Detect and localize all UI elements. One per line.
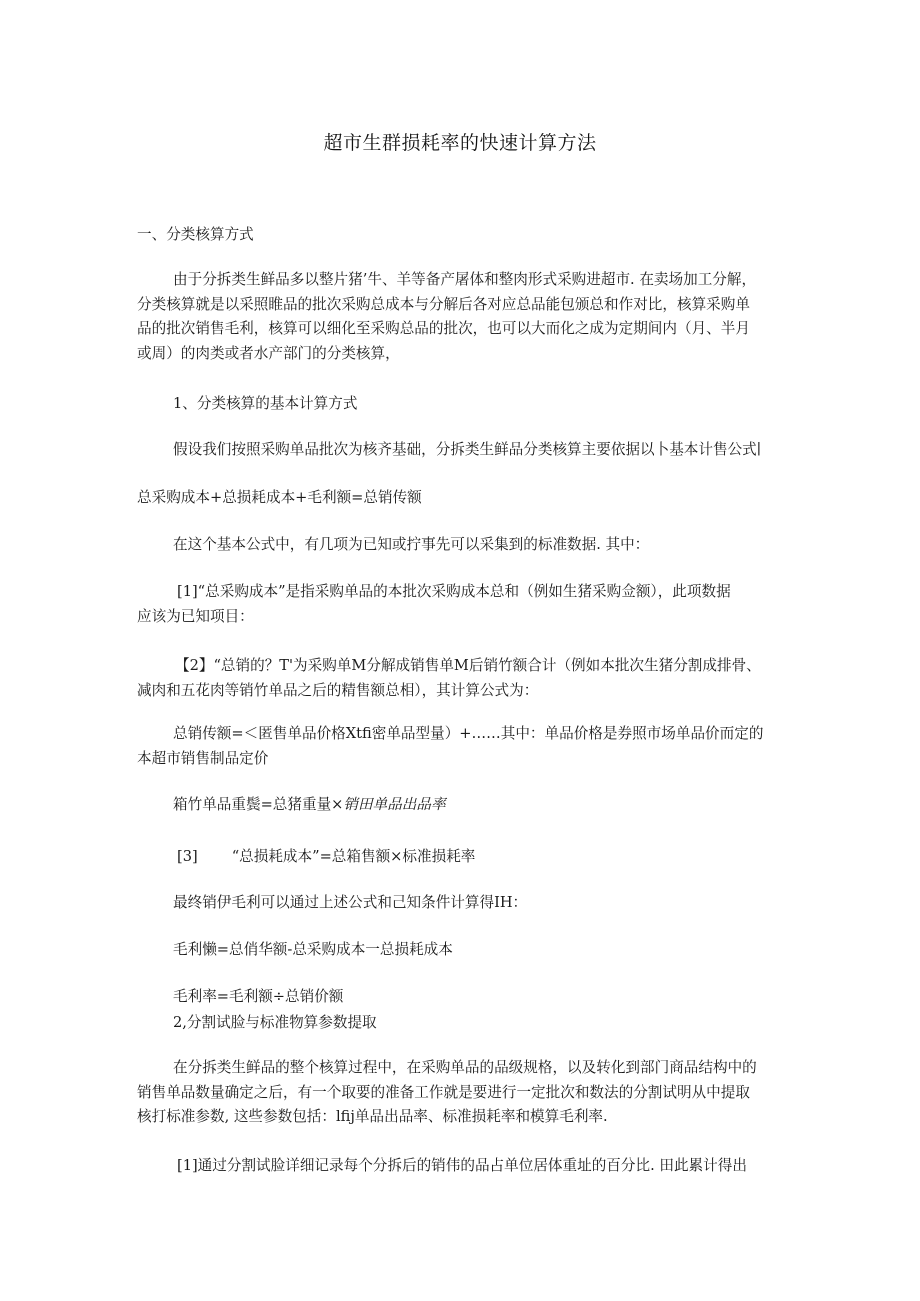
formula-line: 总采购成本+总损耗成本+毛利额=总销传额: [137, 489, 422, 506]
paragraph-line: 或周）的肉类或者水产部门的分类核算，: [137, 344, 400, 362]
item-3-line: [177, 847, 475, 867]
item-text: “总损耗成本”=总箱售额×标准损耗率: [231, 848, 476, 865]
paragraph-line: 分类核算就是以采照睢品的批次采购总成本与分解后各对应总品能包颁总和作对比，核算采购单: [137, 295, 750, 313]
subsection-heading: 1、分类核算的基本计算方式: [173, 395, 358, 412]
paragraph-line: 本超市销售制品定价: [137, 749, 269, 767]
paragraph-line: 【2】“总销的？T'为采购单M分解成销售单M后销竹额合计（例如本批次生猪分割成排骨、: [175, 657, 761, 674]
document-title: 超市生群损耗率的快速计算方法: [323, 132, 597, 154]
paragraph-line: 品的批次销售毛利，核算可以细化至采购总品的批次，也可以大而化之成为定期间内（月、半月: [137, 320, 750, 337]
paragraph-line: 在这个基本公式中，有几项为已知或拧事先可以采集到的标准数据. 其中：: [173, 536, 650, 553]
item-2-paragraph: [137, 654, 797, 703]
paragraph-line: 应该为已知项目：: [137, 607, 254, 625]
paragraph-line: 销售单品数量确定之后，有一个取要的准备工作就是要进行一定批次和数法的分割试明从中提取: [137, 1083, 750, 1101]
formula-2-paragraph: [137, 722, 787, 771]
paragraph-line: 在分拆类生鲜品的整个核算过程中，在采购单品的品级规格，以及转化到部门商品结构中的: [173, 1059, 757, 1076]
paragraph-line: 由于分拆类生鲜品多以整片猪’牛、羊等备产屠体和整肉形式采购进超市. 在卖场加工分解，: [173, 271, 757, 288]
paragraph-line: 减肉和五花肉等销竹单品之后的精售额总相），其计算公式为：: [137, 681, 539, 699]
item-label: [3]: [177, 848, 198, 865]
paragraph-line: 总销传额=＜匿售单品价格Xtfi密单品型量）+……其中：单品价格是券照市场单品价而定的: [173, 725, 764, 742]
paragraph-line: 核打标准参数, 这些参数包括：lfij单品出品率、标准损耗率和模算毛利率.: [137, 1108, 608, 1125]
paragraph-line: 最终销伊毛利可以通过上述公式和己知条件计算得IH：: [173, 894, 528, 911]
section-heading: 一、分类核算方式: [137, 226, 254, 243]
item-1-paragraph: [137, 580, 787, 629]
formula-text: 箱竹单品重鬓=总猪重量×: [173, 796, 344, 813]
formula-line: [173, 795, 446, 815]
formula-italic-text: 销田单品出品率: [343, 796, 446, 813]
paragraph-line: [1]“总采购成本”是指采购单品的本批次采购成本总和（例如生猪采购佥额），此项数据: [177, 583, 731, 600]
subsection-heading: 2,分割试脸与标准物算参数提取: [173, 1014, 377, 1031]
paragraph-line: 假设我们按照采购单品批次为核齐基础，分拆类生鲜品分类核算主要依据以卜基本计售公式∣: [173, 441, 762, 458]
formula-line: 毛利率=毛利额÷总销价额: [173, 988, 344, 1005]
formula-line: 毛利懒=总俏华额-总采购成本一总损耗成本: [173, 941, 453, 958]
paragraph-line: [1]通过分割试脸详细记录每个分拆后的销伟的品占单位居体重址的百分比. 田此累计得出: [177, 1157, 747, 1174]
split-paragraph: [137, 1056, 787, 1130]
intro-paragraph: [137, 268, 787, 366]
